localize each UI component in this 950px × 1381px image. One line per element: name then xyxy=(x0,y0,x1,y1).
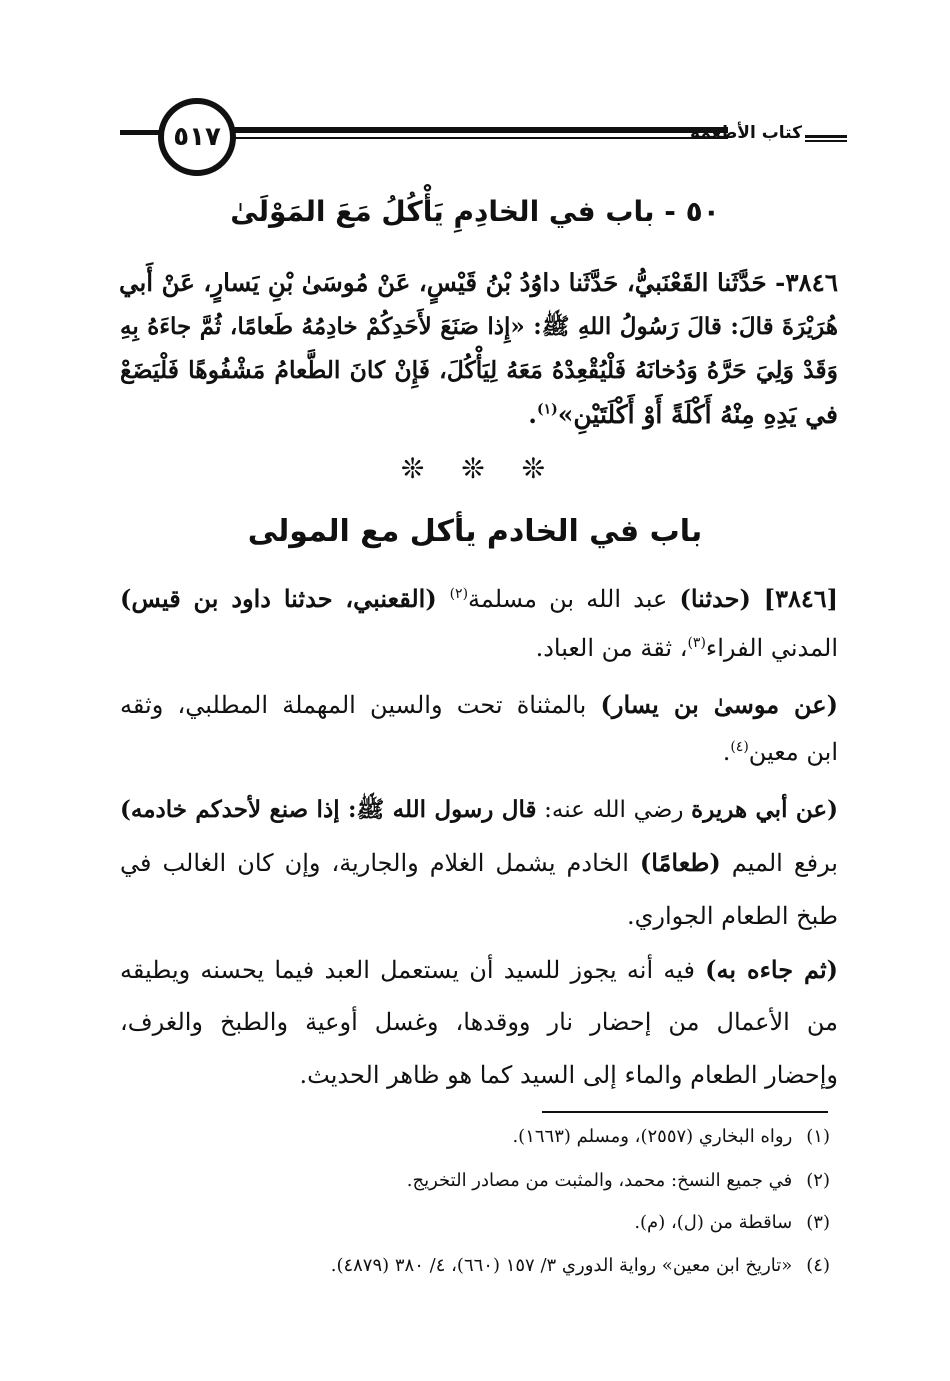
footnote xyxy=(634,1212,830,1233)
header-rule-right-thick xyxy=(805,135,847,138)
plain-text: ، ثقة من العباد. xyxy=(535,634,688,662)
plain-text: الخادم يشمل الغلام والجارية، وإن كان الغالب في xyxy=(120,849,640,877)
hadith-tail: . xyxy=(528,400,537,429)
chapter-heading: ٥٠ - باب في الخادِمِ يَأْكُلُ مَعَ المَوْلَىٰ xyxy=(230,195,720,228)
bold-text: (طعامًا) xyxy=(639,848,721,877)
page-number: ٥١٧ xyxy=(173,122,221,152)
footnote xyxy=(407,1170,830,1191)
page-number-badge xyxy=(158,98,236,176)
hadith-line: وَقَدْ وَلِيَ حَرَّهُ وَدُخانَهُ فَلْيُقْعِدْهُ مَعَهُ لِيَأْكُلَ، فَإِنْ كانَ الطَّعامُ مَشْفُوهًا فَلْيَضَعْ xyxy=(120,356,838,384)
footnote-ref: (٣) xyxy=(687,635,706,651)
footnote-ref: (٢) xyxy=(449,586,469,602)
commentary-line xyxy=(120,634,838,662)
commentary-line xyxy=(120,795,838,829)
bold-text: [٣٨٤٦] (حدثنا) xyxy=(679,584,838,613)
footnote-ref: (١) xyxy=(536,401,558,418)
header-rule-right-thin xyxy=(805,140,847,142)
hadith-text: في يَدِهِ مِنْهُ أَكْلَةً أَوْ أَكْلَتَيْنِ» xyxy=(557,400,838,429)
bold-text: (القعنبي، حدثنا داود بن قيس) xyxy=(120,584,450,613)
plain-text: . xyxy=(722,738,731,766)
commentary-line: وإحضار الطعام والماء إلى السيد كما هو ظاهر الحديث. xyxy=(299,1061,838,1089)
commentary-line: من الأعمال من إحضار نار ووقدها، وغسل أوعية والطبخ والغرف، xyxy=(120,1008,838,1036)
plain-text: رضي الله عنه: xyxy=(536,797,692,823)
bold-text: قال رسول الله ﷺ: إذا صنع لأحدكم خادمه) xyxy=(120,796,537,823)
section-separator: ❊ ❊ ❊ xyxy=(400,452,560,485)
hadith-line: ٣٨٤٦- حَدَّثَنا القَعْنَبيُّ، حَدَّثَنا داوُدُ بْنُ قَيْسٍ، عَنْ مُوسَىٰ بْنِ يَسارٍ، عَنْ أَبي xyxy=(119,268,838,297)
hadith-line: هُرَيْرَةَ قالَ: قالَ رَسُولُ اللهِ ﷺ: «إِذا صَنَعَ لأَحَدِكُمْ خادِمُهُ طَعامًا، ثُمَّ جاءَهُ بِهِ xyxy=(120,313,838,340)
commentary-line xyxy=(120,955,838,984)
footnote-text: رواه البخاري (٢٥٥٧)، ومسلم (١٦٦٣). xyxy=(512,1126,793,1147)
footnote-text: ساقطة من (ل)، (م). xyxy=(634,1212,793,1233)
footnote-text: «تاريخ ابن معين» رواية الدوري ٣/ ١٥٧ (٦٦٠)، ٤/ ٣٨٠ (٤٨٧٩). xyxy=(330,1255,793,1276)
footnote xyxy=(512,1126,830,1147)
plain-text: فيه أنه يجوز للسيد أن يستعمل العبد فيما يحسنه ويطيقه xyxy=(120,956,706,984)
running-title: كتاب الأطعمة xyxy=(689,123,802,143)
commentary-line xyxy=(120,738,838,766)
plain-text: بالمثناة تحت والسين المهملة المطلبي، وثقه xyxy=(120,691,601,719)
footnote-number: (٣) xyxy=(806,1212,830,1233)
commentary-line xyxy=(120,690,838,719)
bold-text: (عن أبي هريرة xyxy=(691,796,838,823)
commentary-line xyxy=(120,584,838,613)
commentary-line: طبخ الطعام الجواري. xyxy=(626,902,838,930)
bold-text: (عن موسىٰ بن يسار) xyxy=(600,690,838,719)
commentary-heading: باب في الخادم يأكل مع المولى xyxy=(247,514,703,549)
commentary-line xyxy=(120,848,838,877)
header-rule-left xyxy=(120,130,160,135)
plain-text: برفع الميم xyxy=(720,849,838,877)
footnote xyxy=(331,1255,830,1276)
footnote-divider xyxy=(542,1111,828,1113)
header-rule-thick xyxy=(228,127,728,133)
bold-text: (ثم جاءه به) xyxy=(705,955,838,984)
footnote-number: (٢) xyxy=(806,1170,830,1191)
footnote-number: (١) xyxy=(806,1126,830,1147)
header-rule-thin xyxy=(228,137,728,139)
footnote-ref: (٤) xyxy=(730,739,749,755)
plain-text: المدني الفراء xyxy=(705,634,838,662)
plain-text: عبد الله بن مسلمة xyxy=(468,585,680,613)
plain-text: ابن معين xyxy=(748,738,838,766)
hadith-line-last xyxy=(120,400,838,429)
footnote-number: (٤) xyxy=(806,1255,830,1276)
footnote-text: في جميع النسخ: محمد، والمثبت من مصادر التخريج. xyxy=(406,1170,793,1191)
